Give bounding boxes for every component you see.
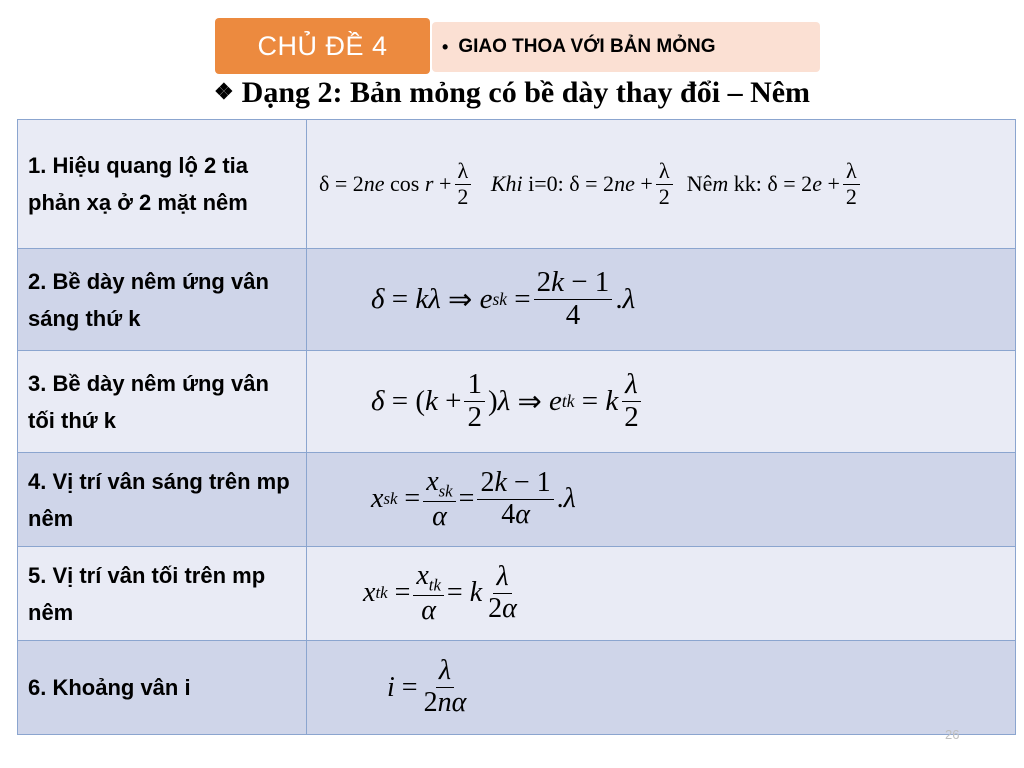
formula-bright-position: x sk = $x_{sk}$ α = 2k − 1 4α . λ [307, 453, 1016, 547]
section-heading-text: Dạng 2: Bản mỏng có bề dày thay đổi – Nêm [241, 76, 811, 109]
row-label: 2. Bề dày nêm ứng vân sáng thứ k [18, 249, 307, 351]
formula-fringe-spacing: i = λ 2nα [307, 641, 1016, 735]
topic-title: GIAO THOA VỚI BẢN MỎNG [458, 36, 716, 57]
page-number: 26 [945, 727, 960, 742]
formula-path-difference: δ = 2 ne cos r + λ 2 Khi i=0: δ = 2 ne + λ 2 Nê m kk: δ = 2 e + λ 2 [307, 120, 1016, 249]
section-heading [0, 76, 1024, 110]
formula-dark-position: x tk = $x_{tk}$ α = k λ 2α [307, 547, 1016, 641]
diamond-bullet-icon: ❖ [213, 79, 234, 104]
table-row [18, 249, 1016, 351]
row-label: 1. Hiệu quang lộ 2 tia phản xạ ở 2 mặt nêm [18, 120, 307, 249]
formula-table [17, 119, 1016, 735]
row-label: 3. Bề dày nêm ứng vân tối thứ k [18, 351, 307, 453]
row-label: 5. Vị trí vân tối trên mp nêm [18, 547, 307, 641]
topic-bullet: • [442, 36, 449, 57]
table-row [18, 547, 1016, 641]
formula-bright-thickness: δ = kλ ⇒ e sk = 2k − 1 4 . λ [307, 249, 1016, 351]
table-row [18, 120, 1016, 249]
chu-de-badge: CHỦ ĐỀ 4 [215, 18, 430, 74]
table-row [18, 453, 1016, 547]
table-row [18, 641, 1016, 735]
topic-banner [432, 22, 820, 72]
formula-dark-thickness: δ = ( k + 1 2 ) λ ⇒ e tk = k λ 2 [307, 351, 1016, 453]
row-label: 6. Khoảng vân i [18, 641, 307, 735]
row-label: 4. Vị trí vân sáng trên mp nêm [18, 453, 307, 547]
table-row [18, 351, 1016, 453]
